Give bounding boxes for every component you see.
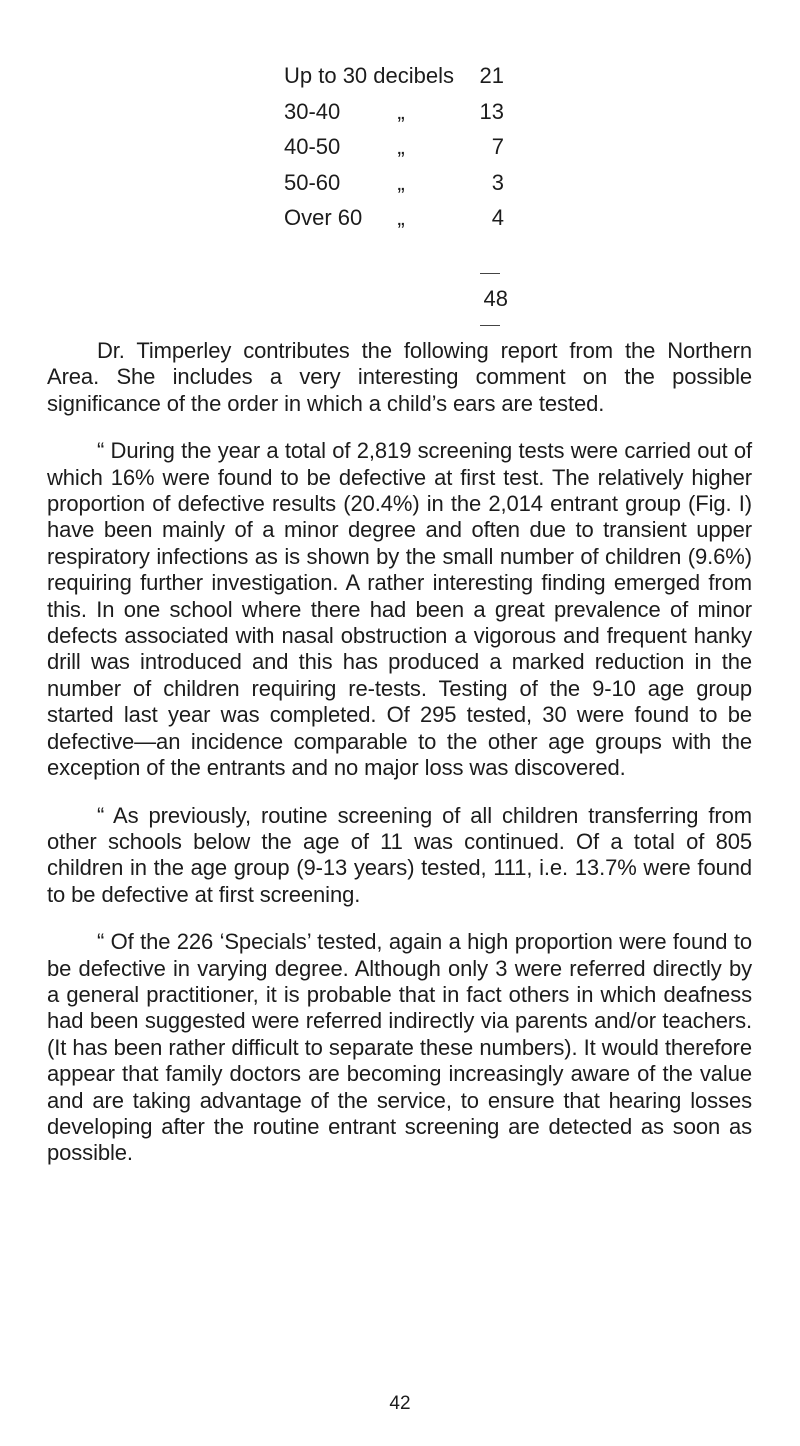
total-rule-top xyxy=(480,273,500,274)
decibel-range: Up to 30 decibels xyxy=(284,63,454,88)
table-row xyxy=(284,165,584,201)
total-rule-bottom xyxy=(480,325,500,326)
ditto-mark: „ xyxy=(397,98,405,124)
table-row xyxy=(284,58,584,94)
paragraph-intro: Dr. Timperley contributes the following report from the Northern Area. She includes a very interesting comment on the possible significance of the order in which a child’s ears are tested. xyxy=(47,338,752,416)
ditto-mark: „ xyxy=(397,134,405,159)
child-count: 3 xyxy=(491,169,504,195)
ditto-mark: „ xyxy=(397,169,405,195)
child-count: 7 xyxy=(491,134,504,159)
paragraph-screening-tests: “ During the year a total of 2,819 screening tests were carried out of which 16% were found to be defective at first test. The relatively higher proportion of defective results (20.4%) in the 2,014 entrant group (Fig. I) have been mainly of a minor degree and often due to transient upper respiratory infections as is shown by the small number of children (9.6%) requiring further investigation. A rather interesting finding emerged from this. In one school where there had been a great prevalence of minor defects associated with nasal obstruction a vigorous and frequent hanky drill was introduced and this has produced a marked reduction in the number of children requiring re-tests. Testing of the 9-10 age group started last year was completed. Of 295 tested, 30 were found to be defective—an incidence comparable to the other age groups with the exception of the entrants and no major loss was discovered. xyxy=(47,438,752,781)
ditto-mark: „ xyxy=(397,205,405,230)
page-number: 42 xyxy=(389,1393,411,1414)
table-row xyxy=(284,200,584,236)
child-count: 13 xyxy=(479,98,504,124)
hearing-loss-table xyxy=(284,58,584,236)
child-count: 4 xyxy=(491,205,504,230)
decibel-range: 30-40 xyxy=(284,98,341,124)
paragraph-specials: “ Of the 226 ‘Specials’ tested, again a high proportion were found to be defective in varying degree. Although only 3 were referred directly by a general practitioner, it is probable that in fact others in which deafness had been suggested were referred indirectly via parents and/or teachers. (It has been rather difficult to separate these numbers). It would therefore appear that family doctors are becoming increasingly aware of the value and are taking advantage of the service, to ensure that hearing losses developing after the routine entrant screening are detected as soon as possible. xyxy=(47,929,752,1166)
table-row xyxy=(284,129,584,165)
report-text xyxy=(47,338,752,1188)
decibel-range: 40-50 xyxy=(284,134,341,159)
decibel-range: 50-60 xyxy=(284,169,341,195)
paragraph-transfers: “ As previously, routine screening of all children transferring from other schools below the age of 11 was continued. Of a total of 805 children in the age group (9-13 years) tested, 111, i.e. 13.7% were found to be defective at first screening. xyxy=(47,802,752,907)
decibel-range: Over 60 xyxy=(284,205,363,230)
table-row xyxy=(284,94,584,130)
table-total: 48 xyxy=(483,286,508,311)
child-count: 21 xyxy=(479,63,504,88)
